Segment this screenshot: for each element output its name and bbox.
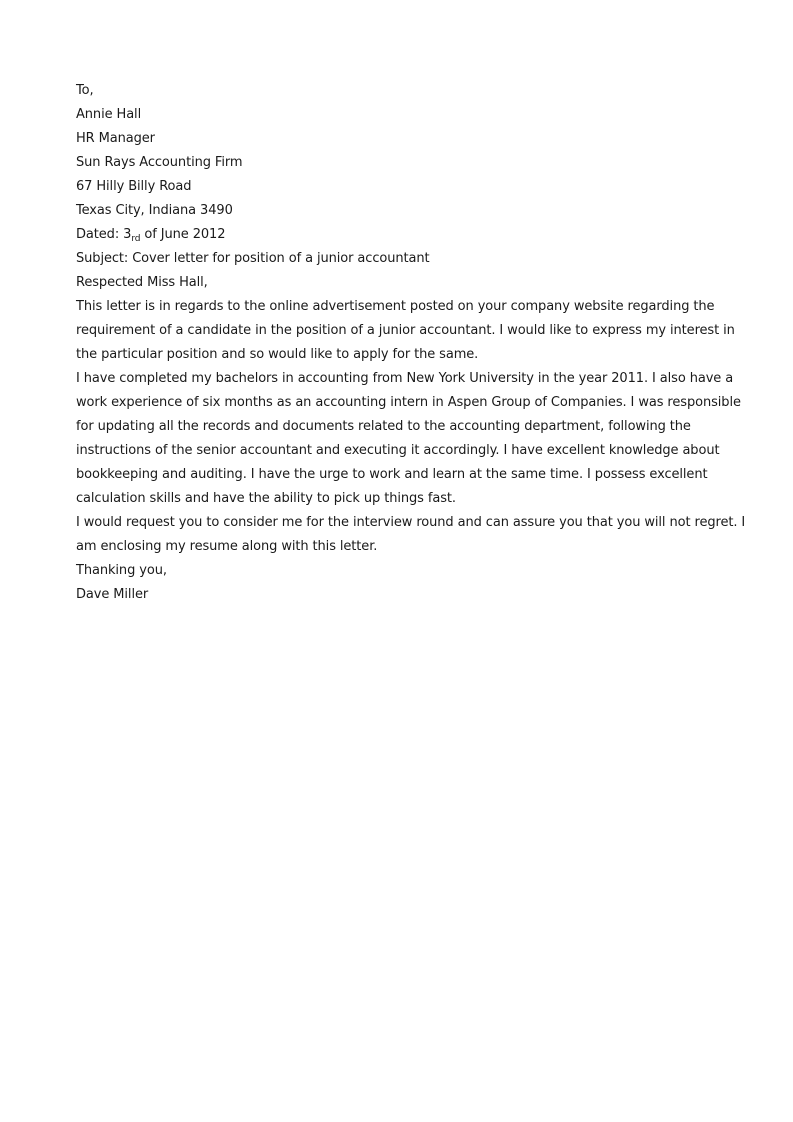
date-prefix: Dated: — [76, 227, 124, 242]
cover-letter — [76, 79, 746, 607]
paragraph-line: This letter is in regards to the online advertisement posted on your company website regarding the — [76, 299, 715, 314]
paragraph-line: bookkeeping and auditing. I have the urge to work and learn at the same time. I possess excellent — [76, 467, 708, 482]
letter-date — [76, 223, 720, 247]
paragraph-line: for updating all the records and documents related to the accounting department, following the — [76, 419, 691, 434]
salutation-to: To, — [76, 83, 94, 98]
paragraph-line: work experience of six months as an accounting intern in Aspen Group of Companies. I was responsible — [76, 395, 741, 410]
recipient-block — [76, 103, 720, 223]
paragraph-request — [76, 511, 746, 559]
recipient-street: 67 Hilly Billy Road — [76, 179, 192, 194]
paragraph-line: the particular position and so would like to apply for the same. — [76, 347, 479, 362]
recipient-title: HR Manager — [76, 131, 155, 146]
date-day: 3 — [123, 227, 132, 242]
paragraph-intro — [76, 295, 735, 367]
date-rest: of June 2012 — [140, 227, 226, 242]
date-suffix: rd — [131, 234, 141, 244]
paragraph-line: I have completed my bachelors in accounting from New York University in the year 2011. I also have a — [76, 371, 734, 386]
recipient-city: Texas City, Indiana 3490 — [76, 203, 233, 218]
paragraph-line: instructions of the senior accountant and executing it accordingly. I have excellent knowledge about — [76, 443, 720, 458]
letter-closing: Thanking you, — [76, 563, 167, 578]
paragraph-line: requirement of a candidate in the position of a junior accountant. I would like to express my interest in — [76, 323, 735, 338]
paragraph-line: am enclosing my resume along with this letter. — [76, 539, 378, 554]
letter-greeting: Respected Miss Hall, — [76, 275, 208, 290]
letter-signature: Dave Miller — [76, 587, 149, 602]
recipient-name: Annie Hall — [76, 107, 142, 122]
paragraph-line: calculation skills and have the ability to pick up things fast. — [76, 491, 456, 506]
paragraph-line: I would request you to consider me for the interview round and can assure you that you will not regret. I — [76, 515, 746, 530]
paragraph-experience — [76, 367, 741, 511]
recipient-company: Sun Rays Accounting Firm — [76, 155, 243, 170]
letter-subject: Subject: Cover letter for position of a junior accountant — [76, 251, 430, 266]
